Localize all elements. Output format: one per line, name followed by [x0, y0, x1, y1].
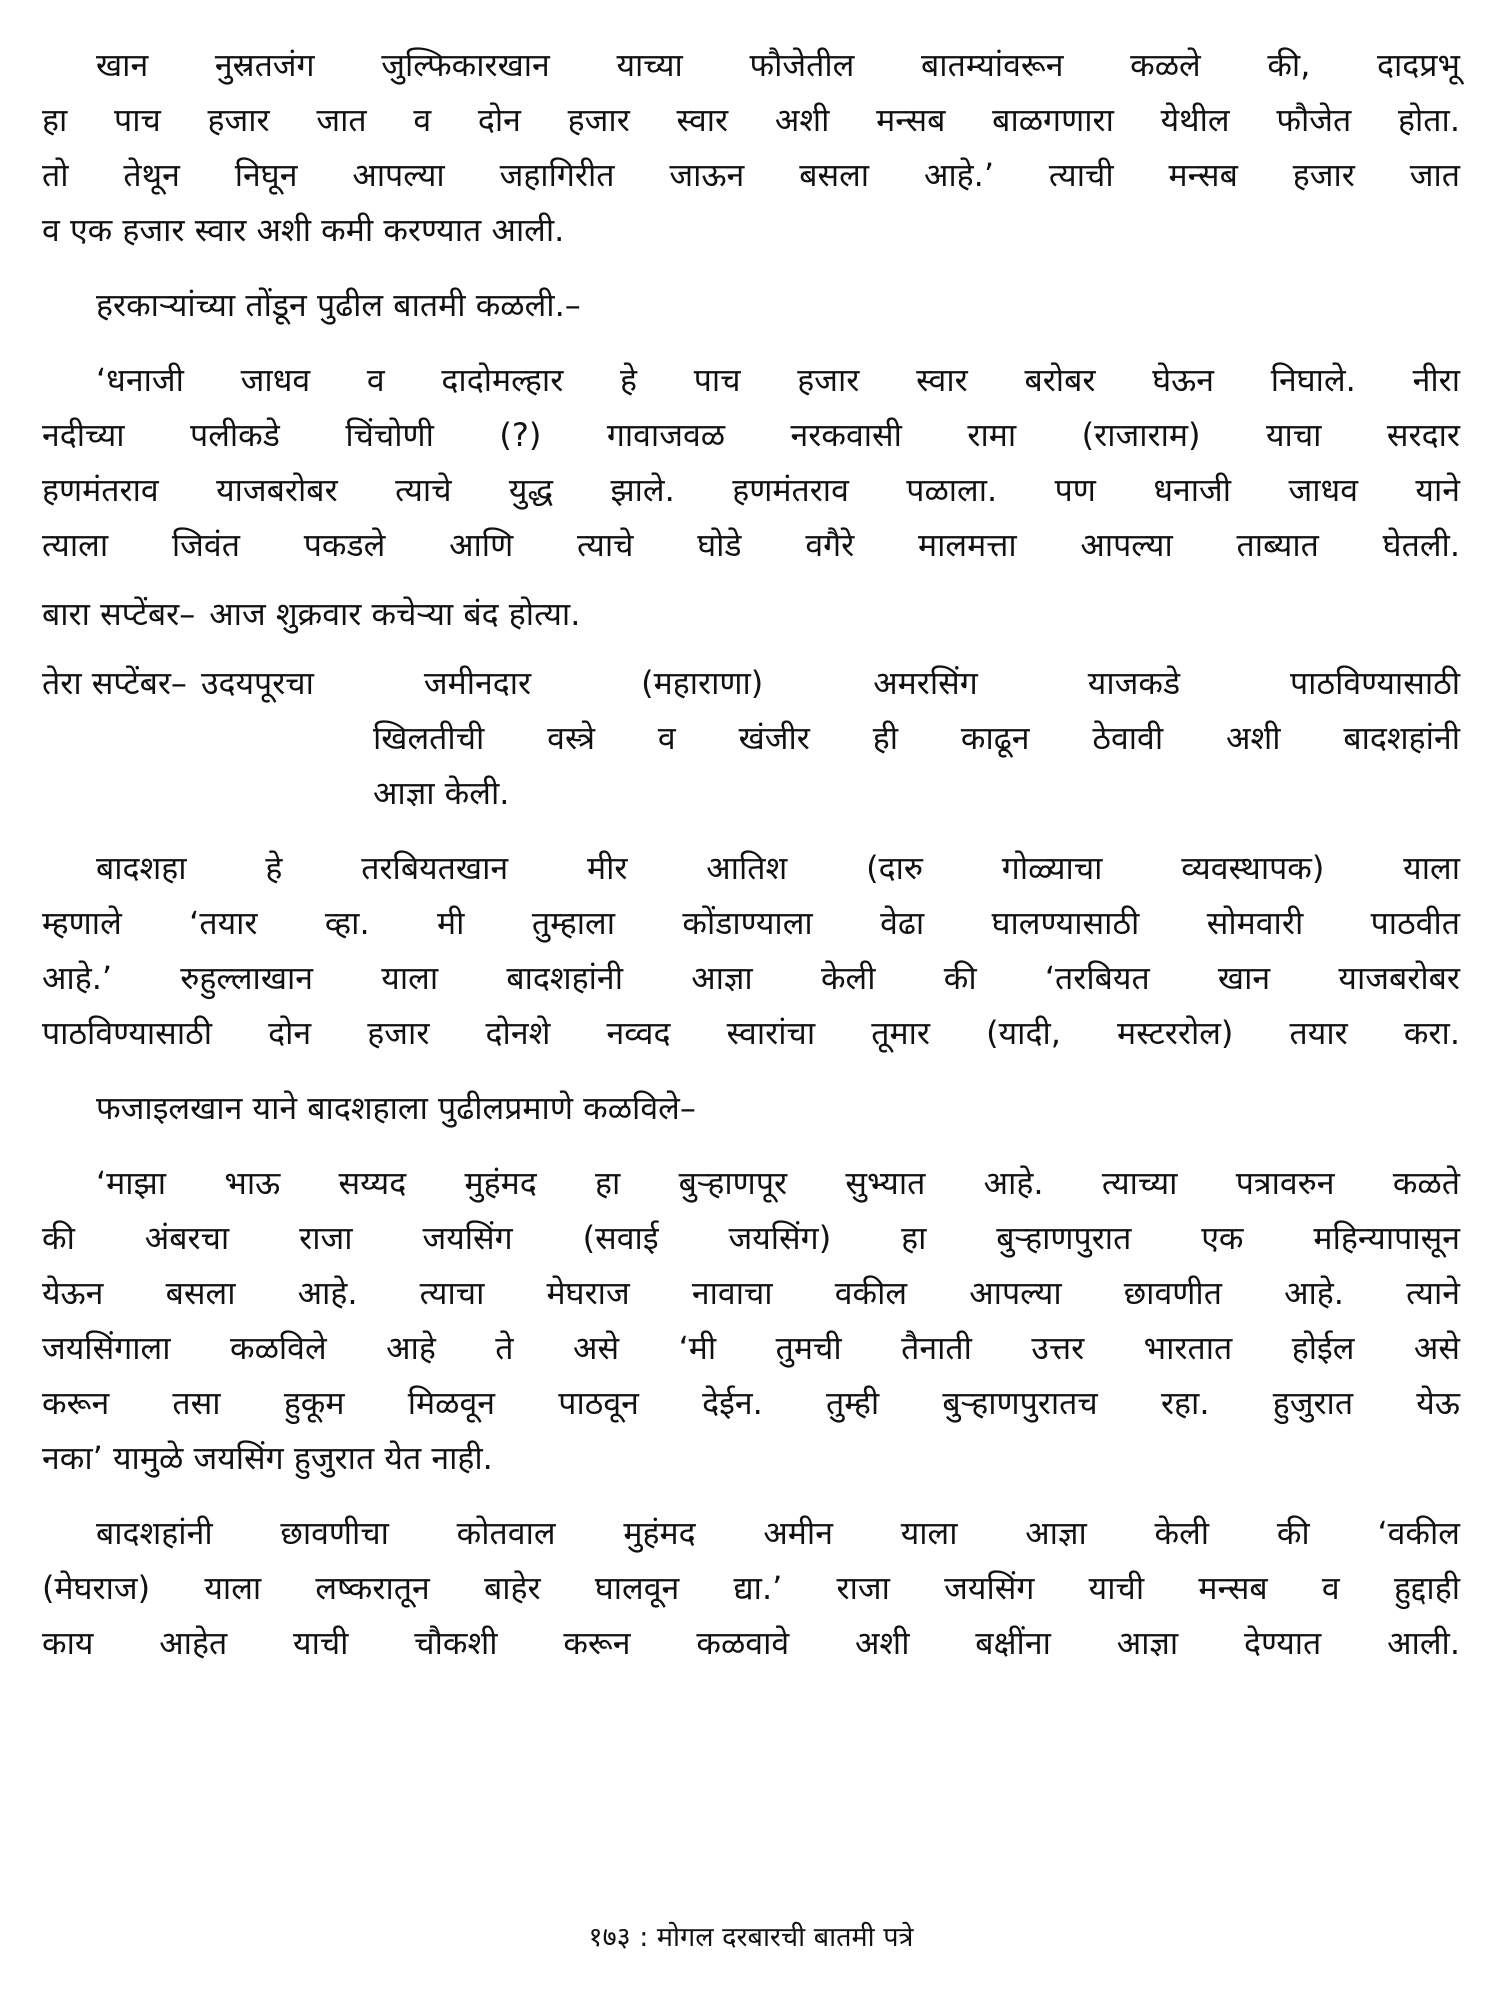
text-line: काय आहेत याची चौकशी करून कळवावे अशी बक्षींना आज्ञा देण्यात आली. [42, 1624, 1460, 1662]
entry-text: आज शुक्रवार कचेऱ्या बंद होत्या. [209, 595, 581, 633]
text-line: हरकाऱ्यांच्या तोंडून पुढील बातमी कळली.– [96, 286, 581, 324]
document-page [42, 38, 1460, 1958]
text-line: बादशहा हे तरबियतखान मीर आतिश (दारु गोळ्याचा व्यवस्थापक) याला [96, 849, 1460, 887]
date-label: तेरा सप्टेंबर– [42, 664, 187, 702]
text-line: बादशहांनी छावणीचा कोतवाल मुहंमद अमीन याला आज्ञा केली की ‘वकील [96, 1514, 1460, 1552]
text-line: हा पाच हजार जात व दोन हजार स्वार अशी मन्सब बाळगणारा येथील फौजेत होता. [42, 101, 1460, 139]
text-line: नदीच्या पलीकडे चिंचोणी (?) गावाजवळ नरकवासी रामा (राजाराम) याचा सरदार [42, 416, 1460, 454]
entry-text: उदयपूरचा जमीनदार (महाराणा) अमरसिंग याजकडे पाठविण्यासाठी [200, 664, 1460, 702]
paragraph-5 [42, 1081, 1460, 1136]
text-line: येऊन बसला आहे. त्याचा मेघराज नावाचा वकील आपल्या छावणीत आहे. त्याने [42, 1274, 1460, 1312]
date-label: बारा सप्टेंबर– [42, 595, 196, 633]
text-line: तो तेथून निघून आपल्या जहागिरीत जाऊन बसला आहे.’ त्याची मन्सब हजार जात [42, 156, 1460, 194]
text-line: करून तसा हुकूम मिळवून पाठवून देईन. तुम्ही बुऱ्हाणपुरातच रहा. हुजुरात येऊ [42, 1384, 1460, 1422]
paragraph-7 [42, 1506, 1460, 1671]
text-line: आहे.’ रुहुल्लाखान याला बादशहांनी आज्ञा केली की ‘तरबियत खान याजबरोबर [42, 959, 1460, 997]
text-line: व एक हजार स्वार अशी कमी करण्यात आली. [42, 211, 565, 249]
entry-text-line: खिलतीची वस्त्रे व खंजीर ही काढून ठेवावी अशी बादशहांनी [373, 719, 1460, 757]
text-line: जयसिंगाला कळविले आहे ते असे ‘मी तुमची तैनाती उत्तर भारतात होईल असे [42, 1329, 1460, 1367]
text-line: ‘माझा भाऊ सय्यद मुहंमद हा बुऱ्हाणपूर सुभ्यात आहे. त्याच्या पत्रावरुन कळते [96, 1164, 1460, 1202]
paragraph-3 [42, 353, 1460, 573]
text-line: खान नुस्रतजंग जुल्फिकारखान याच्या फौजेतील बातम्यांवरून कळले की, दादप्रभू [96, 46, 1460, 84]
paragraph-4 [42, 841, 1460, 1061]
text-line: फजाइलखान याने बादशहाला पुढीलप्रमाणे कळविले– [96, 1089, 696, 1127]
text-line: त्याला जिवंत पकडले आणि त्याचे घोडे वगैरे मालमत्ता आपल्या ताब्यात घेतली. [42, 526, 1460, 564]
text-line: (मेघराज) याला लष्करातून बाहेर घालवून द्या.’ राजा जयसिंग याची मन्सब व हुद्दाही [42, 1569, 1460, 1607]
text-line: ‘धनाजी जाधव व दादोमल्हार हे पाच हजार स्वार बरोबर घेऊन निघाले. नीरा [96, 361, 1460, 399]
date-entry-sep12 [42, 587, 1460, 642]
text-line: नका’ यामुळे जयसिंग हुजुरात येत नाही. [42, 1439, 493, 1477]
date-entry-sep13 [42, 656, 1460, 821]
text-line: पाठविण्यासाठी दोन हजार दोनशे नव्वद स्वारांचा तूमार (यादी, मस्टररोल) तयार करा. [42, 1014, 1460, 1052]
paragraph-6 [42, 1156, 1460, 1486]
text-line: म्हणाले ‘तयार व्हा. मी तुम्हाला कोंडाण्याला वेढा घालण्यासाठी सोमवारी पाठवीत [42, 904, 1460, 942]
page-footer: १७३ : मोगल दरबारची बातमी पत्रे [588, 1922, 914, 1953]
paragraph-2 [42, 278, 1460, 333]
entry-text-line: आज्ञा केली. [373, 774, 510, 812]
text-line: की अंबरचा राजा जयसिंग (सवाई जयसिंग) हा बुऱ्हाणपुरात एक महिन्यापासून [42, 1219, 1460, 1257]
paragraph-1 [42, 38, 1460, 258]
text-line: हणमंतराव याजबरोबर त्याचे युद्ध झाले. हणमंतराव पळाला. पण धनाजी जाधव याने [42, 471, 1460, 509]
